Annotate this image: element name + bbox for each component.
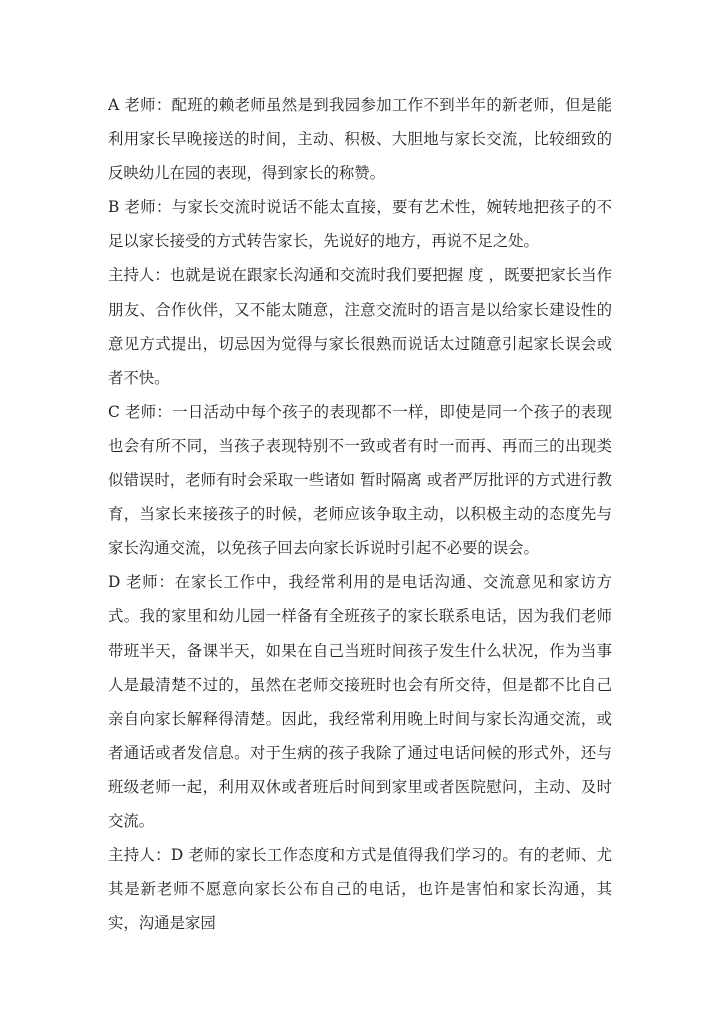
paragraph-teacher-d bbox=[108, 565, 612, 838]
paragraph-teacher-c bbox=[108, 395, 612, 565]
speaker-label: C 老师： bbox=[108, 402, 173, 421]
paragraph-text: 在家长工作中，我经常利用的是电话沟通、交流意见和家访方式。我的家里和幼儿园一样备有全班孩子的家长联系电话，因为我们老师带班半天，备课半天，如果在自己当班时间孩子发生什么状况，作为当事人是最清楚不过的，虽然在老师交接班时也会有所交待，但是都不比自己亲自向家长解释得清楚。因此，我经常利用晚上时间与家长沟通交流，或者通话或者发信息。对于生病的孩子我除了通过电话问候的形式外，还与班级老师一起，利用双休或者班后时间到家里或者医院慰问，主动、及时交流。 bbox=[108, 573, 612, 830]
paragraph-text: 也就是说在跟家长沟通和交流时我们要把握 度 ，既要把家长当作朋友、合作伙伴，又不能太随意，注意交流时的语言是以给家长建设性的意见方式提出，切忌因为觉得与家长很熟而说话太过随意引起家长误会或者不快。 bbox=[108, 266, 612, 387]
paragraph-text: 配班的赖老师虽然是到我园参加工作不到半年的新老师，但是能利用家长早晚接送的时间，主动、积极、大胆地与家长交流，比较细致的反映幼儿在园的表现，得到家长的称赞。 bbox=[108, 96, 612, 183]
speaker-label: 主持人： bbox=[108, 266, 170, 285]
speaker-label: D 老师： bbox=[108, 573, 175, 592]
paragraph-teacher-b bbox=[108, 190, 612, 258]
speaker-label: A 老师： bbox=[108, 96, 172, 114]
paragraph-teacher-a bbox=[108, 88, 612, 190]
paragraph-text: 与家长交流时说话不能太直接，要有艺术性，婉转地把孩子的不足以家长接受的方式转告家长，先说好的地方，再说不足之处。 bbox=[108, 198, 612, 251]
speaker-label: B 老师： bbox=[108, 198, 172, 217]
paragraph-text: 一日活动中每个孩子的表现都不一样，即使是同一个孩子的表现也会有所不同，当孩子表现特别不一致或者有时一而再、再而三的出现类似错误时，老师有时会采取一些诸如 暂时隔离 或者严厉批评的方式进行教育，当家长来接孩子的时候，老师应该争取主动，以积极主动的态度先与家长沟通交流，以免孩子回去向家长诉说时引起不必要的误会。 bbox=[108, 402, 612, 558]
paragraph-host-2 bbox=[108, 838, 612, 940]
paragraph-text: D 老师的家长工作态度和方式是值得我们学习的。有的老师、尤其是新老师不愿意向家长公布自己的电话，也许是害怕和家长沟通，其实，沟通是家园 bbox=[108, 846, 612, 933]
speaker-label: 主持人： bbox=[108, 846, 171, 865]
document-body bbox=[108, 88, 612, 940]
paragraph-host-1 bbox=[108, 258, 612, 394]
